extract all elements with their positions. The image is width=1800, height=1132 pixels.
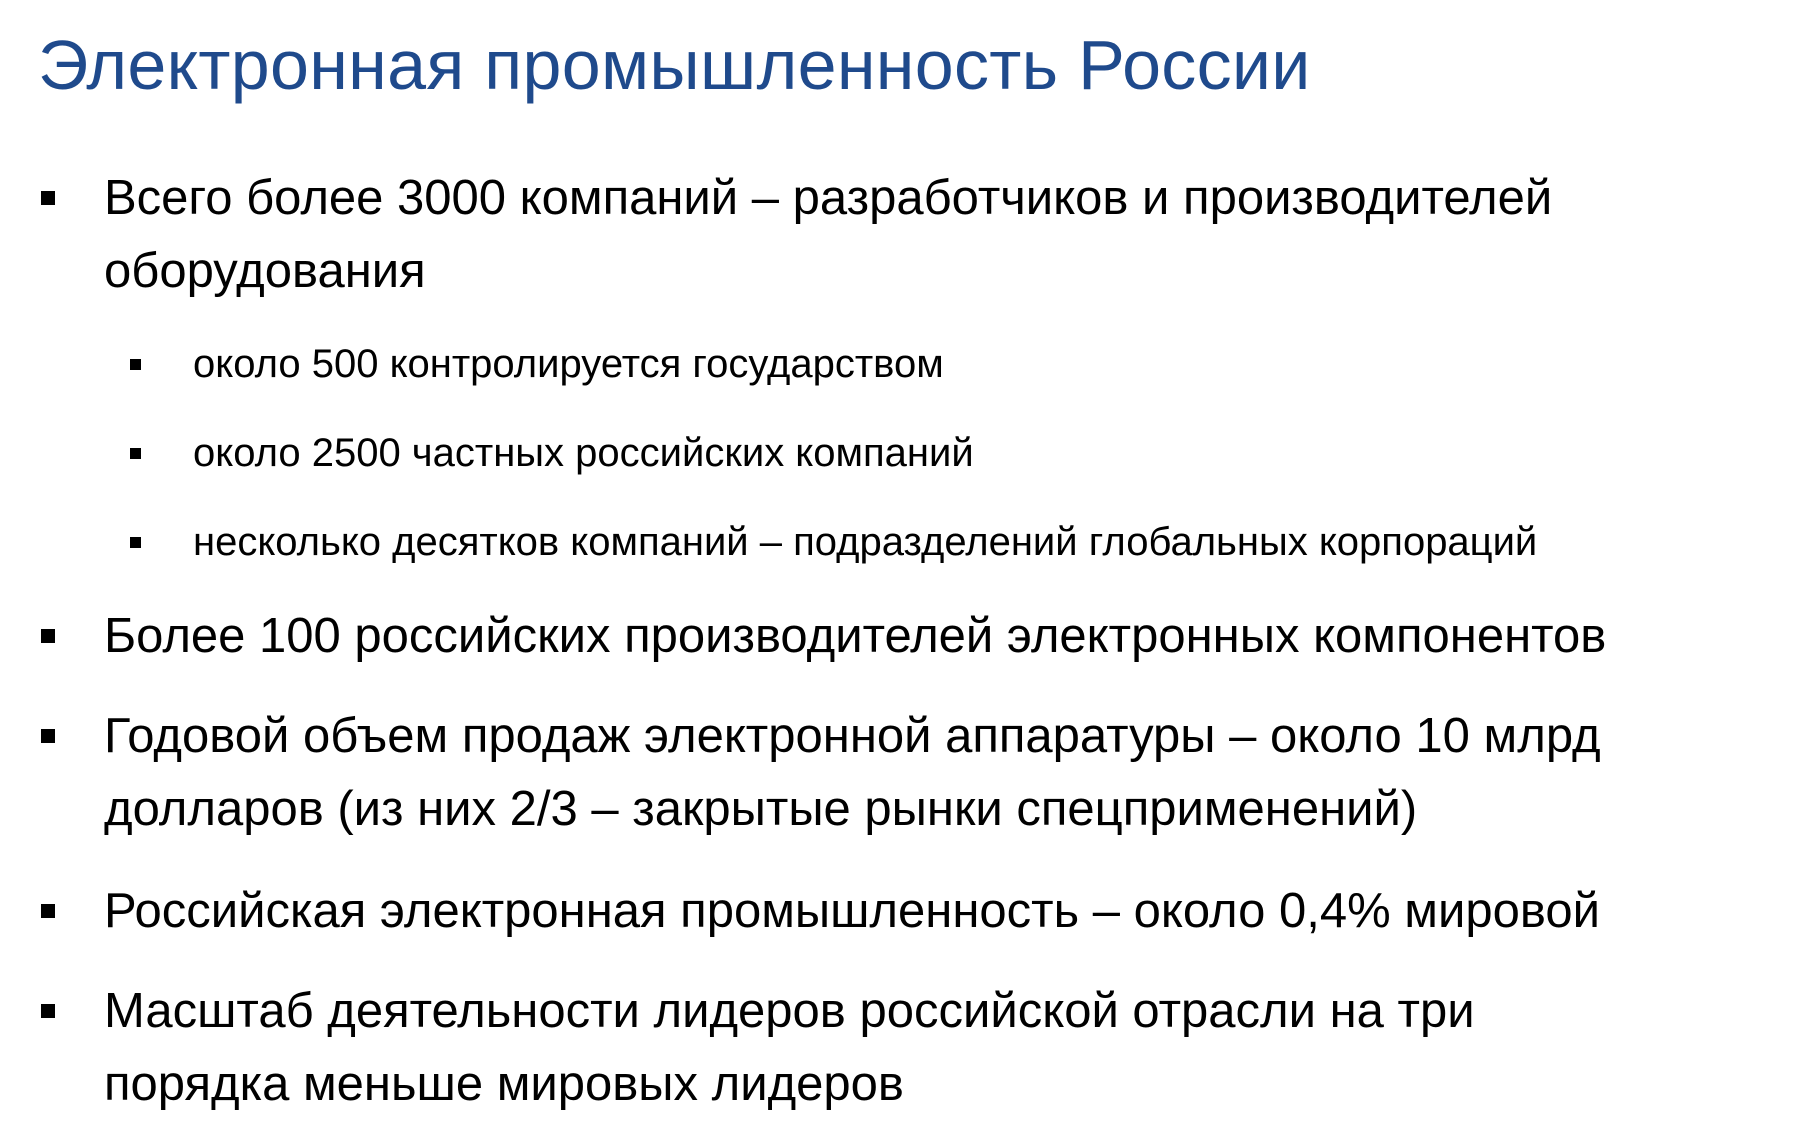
bullet-text [104, 975, 1475, 1121]
square-bullet-icon [41, 629, 55, 643]
square-bullet-icon [130, 359, 141, 370]
square-bullet-icon [41, 729, 55, 743]
bullet-line: около 500 контролируется государством [193, 342, 944, 386]
bullet-text [104, 875, 1600, 948]
sub-bullet-text [193, 338, 944, 390]
bullet-text [104, 600, 1606, 673]
bullet-line: Масштаб деятельности лидеров российской отрасли на три [104, 984, 1475, 1038]
bullet-line: Более 100 российских производителей электронных компонентов [104, 609, 1607, 663]
bullet-line: Всего более 3000 компаний – разработчиков и производителей [104, 171, 1553, 225]
bullet-line: долларов (из них 2/3 – закрытые рынки спецприменений) [104, 782, 1418, 836]
square-bullet-icon [41, 904, 55, 918]
bullet-text [104, 700, 1601, 846]
bullet-line: порядка меньше мировых лидеров [104, 1057, 904, 1111]
bullet-line: оборудования [104, 244, 426, 298]
bullet-line: Российская электронная промышленность – около 0,4% мировой [104, 884, 1600, 938]
square-bullet-icon [130, 537, 141, 548]
bullet-line: Годовой объем продаж электронной аппаратуры – около 10 млрд [104, 709, 1601, 763]
bullet-text [104, 162, 1552, 308]
slide-title: Электронная промышленность России [38, 26, 1311, 104]
bullet-line: около 2500 частных российских компаний [193, 431, 974, 475]
sub-bullet-text [193, 516, 1537, 568]
bullet-line: несколько десятков компаний – подразделений глобальных корпораций [193, 520, 1538, 564]
square-bullet-icon [41, 1004, 55, 1018]
sub-bullet-text [193, 427, 974, 479]
square-bullet-icon [41, 191, 55, 205]
square-bullet-icon [130, 448, 141, 459]
